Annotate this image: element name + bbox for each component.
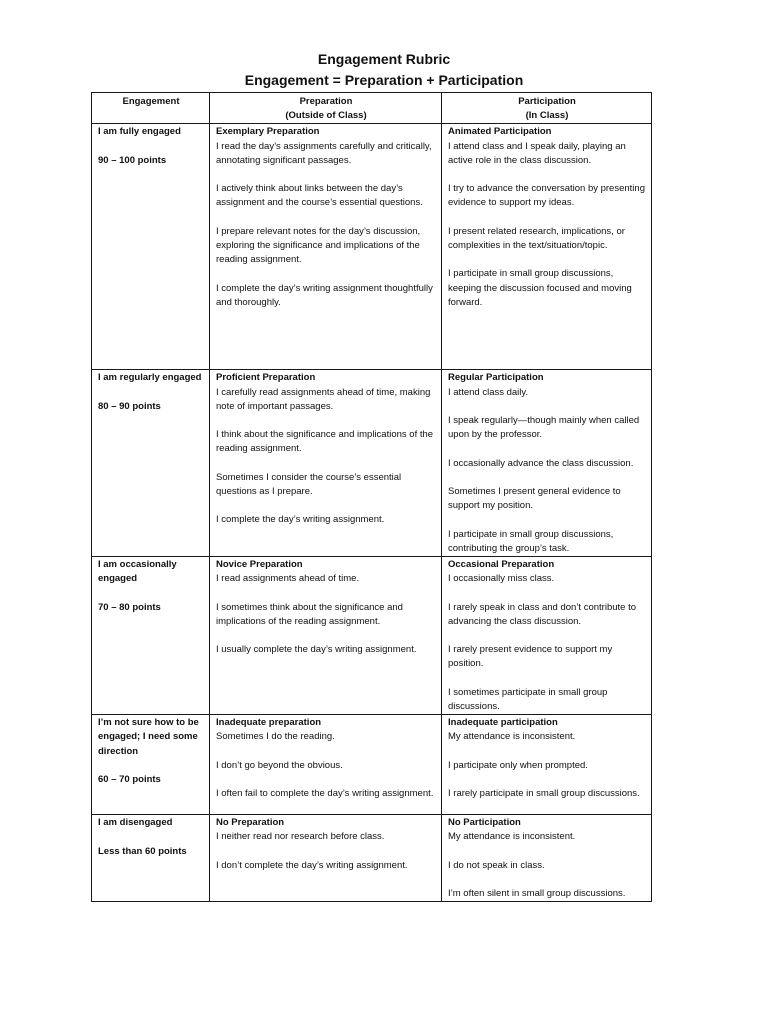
preparation-item: Sometimes I consider the course’s essential questions as I prepare. — [216, 471, 402, 497]
engagement-level: I am regularly engaged — [98, 372, 202, 384]
header-engagement — [92, 93, 210, 124]
rubric-table — [91, 92, 652, 902]
participation-item: I do not speak in class. — [448, 859, 545, 871]
participation-title: Animated Participation — [448, 126, 552, 138]
participation-cell — [442, 815, 652, 902]
engagement-points: 60 – 70 points — [98, 773, 161, 785]
engagement-level: I am disengaged — [98, 817, 173, 829]
engagement-points: 90 – 100 points — [98, 154, 167, 166]
preparation-item: I actively think about links between the day’s assignment and the course’s essential questions. — [216, 183, 423, 209]
engagement-level: I’m not sure how to be engaged; I need some direction — [98, 717, 199, 757]
preparation-item: I complete the day’s writing assignment thoughtfully and thoroughly. — [216, 282, 433, 308]
preparation-item: I don’t complete the day’s writing assignment. — [216, 859, 408, 871]
table-row — [92, 370, 652, 557]
preparation-item: I prepare relevant notes for the day’s discussion, exploring the significance and implications of the reading assignment. — [216, 225, 421, 266]
preparation-item: I usually complete the day’s writing assignment. — [216, 644, 417, 656]
participation-item: I occasionally miss class. — [448, 573, 555, 585]
participation-cell — [442, 370, 652, 557]
header-participation-label: Participation — [518, 96, 576, 107]
preparation-item: I read the day’s assignments carefully and critically, annotating significant passages. — [216, 140, 432, 166]
table-row — [92, 715, 652, 815]
preparation-item: I often fail to complete the day’s writing assignment. — [216, 788, 434, 800]
table-row — [92, 124, 652, 370]
engagement-cell — [92, 124, 210, 370]
participation-item: I present related research, implications, or complexities in the text/situation/topic. — [448, 225, 625, 251]
preparation-title: Novice Preparation — [216, 558, 303, 570]
participation-title: Occasional Preparation — [448, 558, 555, 570]
header-preparation — [210, 93, 442, 124]
participation-item: I rarely present evidence to support my position. — [448, 644, 613, 670]
participation-item: I participate in small group discussions, keeping the discussion focused and moving forward. — [448, 268, 632, 308]
participation-item: My attendance is inconsistent. — [448, 831, 576, 843]
header-preparation-sublabel: (Outside of Class) — [285, 110, 367, 122]
participation-cell — [442, 715, 652, 815]
preparation-item: I neither read nor research before class. — [216, 831, 385, 843]
header-participation — [442, 93, 652, 124]
participation-item: I sometimes participate in small group discussions. — [448, 686, 608, 712]
preparation-title: No Preparation — [216, 817, 285, 829]
participation-item: I try to advance the conversation by presenting evidence to support my ideas. — [448, 183, 645, 209]
preparation-item: I sometimes think about the significance and implications of the reading assignment. — [216, 601, 403, 627]
engagement-level: I am occasionally engaged — [98, 558, 177, 585]
participation-title: Inadequate participation — [448, 717, 558, 729]
preparation-cell — [210, 556, 442, 714]
engagement-cell — [92, 556, 210, 714]
engagement-points: 80 – 90 points — [98, 400, 161, 412]
preparation-item: Sometimes I do the reading. — [216, 731, 335, 743]
table-row — [92, 556, 652, 714]
preparation-cell — [210, 124, 442, 370]
preparation-cell — [210, 370, 442, 557]
participation-item: I occasionally advance the class discussion. — [448, 457, 634, 469]
engagement-cell — [92, 370, 210, 557]
document-subtitle: Engagement = Preparation + Participation — [244, 72, 524, 88]
engagement-points: Less than 60 points — [98, 845, 187, 857]
engagement-points: 70 – 80 points — [98, 601, 161, 613]
preparation-item: I read assignments ahead of time. — [216, 573, 360, 585]
participation-item: I attend class daily. — [448, 386, 529, 398]
table-row — [92, 815, 652, 902]
preparation-item: I complete the day’s writing assignment. — [216, 514, 385, 526]
participation-item: I participate only when prompted. — [448, 759, 588, 771]
participation-item: I attend class and I speak daily, playing an active role in the class discussion. — [448, 140, 626, 166]
preparation-cell — [210, 715, 442, 815]
title-block — [0, 49, 768, 91]
participation-cell — [442, 124, 652, 370]
participation-title: Regular Participation — [448, 372, 544, 384]
participation-item: I participate in small group discussions, contributing the group’s task. — [448, 528, 614, 554]
header-row — [92, 93, 652, 124]
participation-item: I rarely participate in small group discussions. — [448, 788, 640, 800]
preparation-item: I don’t go beyond the obvious. — [216, 759, 343, 771]
participation-item: I speak regularly—though mainly when called upon by the professor. — [448, 415, 640, 441]
participation-item: I rarely speak in class and don’t contribute to advancing the class discussion. — [448, 601, 636, 627]
engagement-cell — [92, 815, 210, 902]
participation-item: Sometimes I present general evidence to support my position. — [448, 485, 621, 512]
document-title: Engagement Rubric — [317, 51, 451, 67]
engagement-cell — [92, 715, 210, 815]
header-preparation-label: Preparation — [299, 96, 353, 107]
preparation-title: Proficient Preparation — [216, 372, 316, 384]
preparation-title: Inadequate preparation — [216, 717, 322, 729]
preparation-item: I think about the significance and implications of the reading assignment. — [216, 429, 434, 455]
participation-title: No Participation — [448, 817, 521, 829]
participation-cell — [442, 556, 652, 714]
preparation-item: I carefully read assignments ahead of time, making note of important passages. — [216, 386, 431, 412]
engagement-level: I am fully engaged — [98, 126, 181, 138]
header-engagement-label: Engagement — [122, 96, 180, 107]
preparation-cell — [210, 815, 442, 902]
preparation-title: Exemplary Preparation — [216, 126, 320, 138]
header-participation-sublabel: (In Class) — [525, 110, 569, 122]
participation-item: I’m often silent in small group discussions. — [448, 888, 626, 900]
participation-item: My attendance is inconsistent. — [448, 731, 576, 743]
